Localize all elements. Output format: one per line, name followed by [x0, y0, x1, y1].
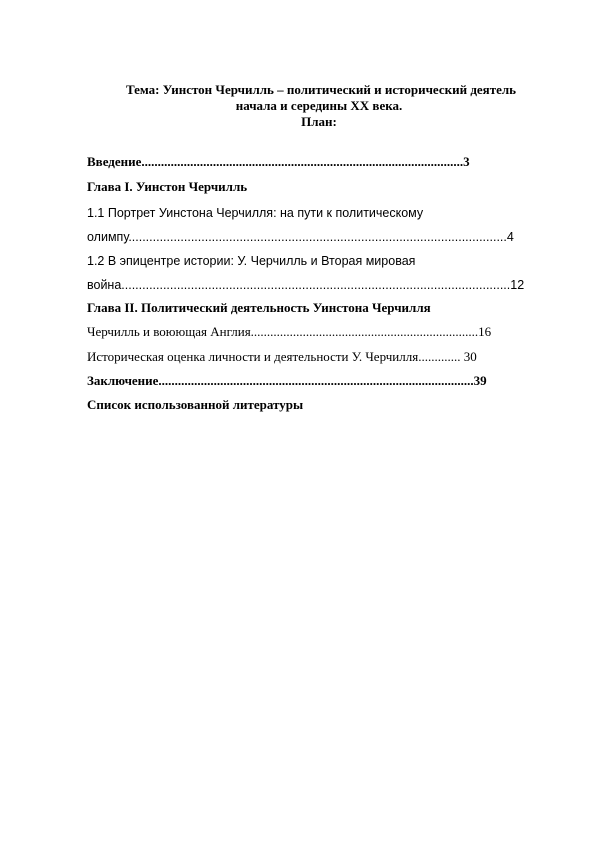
toc-intro: Введение...................................................................................................3: [87, 154, 470, 169]
toc-chapter-2-item-2: Историческая оценка личности и деятельности У. Черчилля............. 30: [87, 349, 477, 364]
toc-section-1-2-line-1: 1.2 В эпицентре истории: У. Черчилль и Вторая мировая: [87, 254, 416, 268]
toc-chapter-2-item-1: Черчилль и воюющая Англия......................................................................16: [87, 324, 492, 339]
toc-conclusion: Заключение.................................................................................................39: [87, 373, 487, 388]
toc-chapter-2: Глава II. Политический деятельность Уинстона Черчилля: [87, 300, 431, 315]
toc-section-1-2-line-2: война................................................................................................................12: [87, 278, 525, 292]
toc-bibliography: Список использованной литературы: [87, 397, 304, 412]
toc-section-1-1-line-1: 1.1 Портрет Уинстона Черчилля: на пути к политическому: [87, 206, 424, 220]
toc-chapter-1: Глава I. Уинстон Черчилль: [87, 179, 248, 194]
document-title-line-1: Тема: Уинстон Черчилль – политический и исторический деятель: [125, 82, 517, 97]
plan-heading: План:: [301, 114, 337, 129]
toc-section-1-1-line-2: олимпу.............................................................................................................4: [87, 230, 514, 244]
document-title-line-2: начала и середины XX века.: [235, 98, 403, 113]
